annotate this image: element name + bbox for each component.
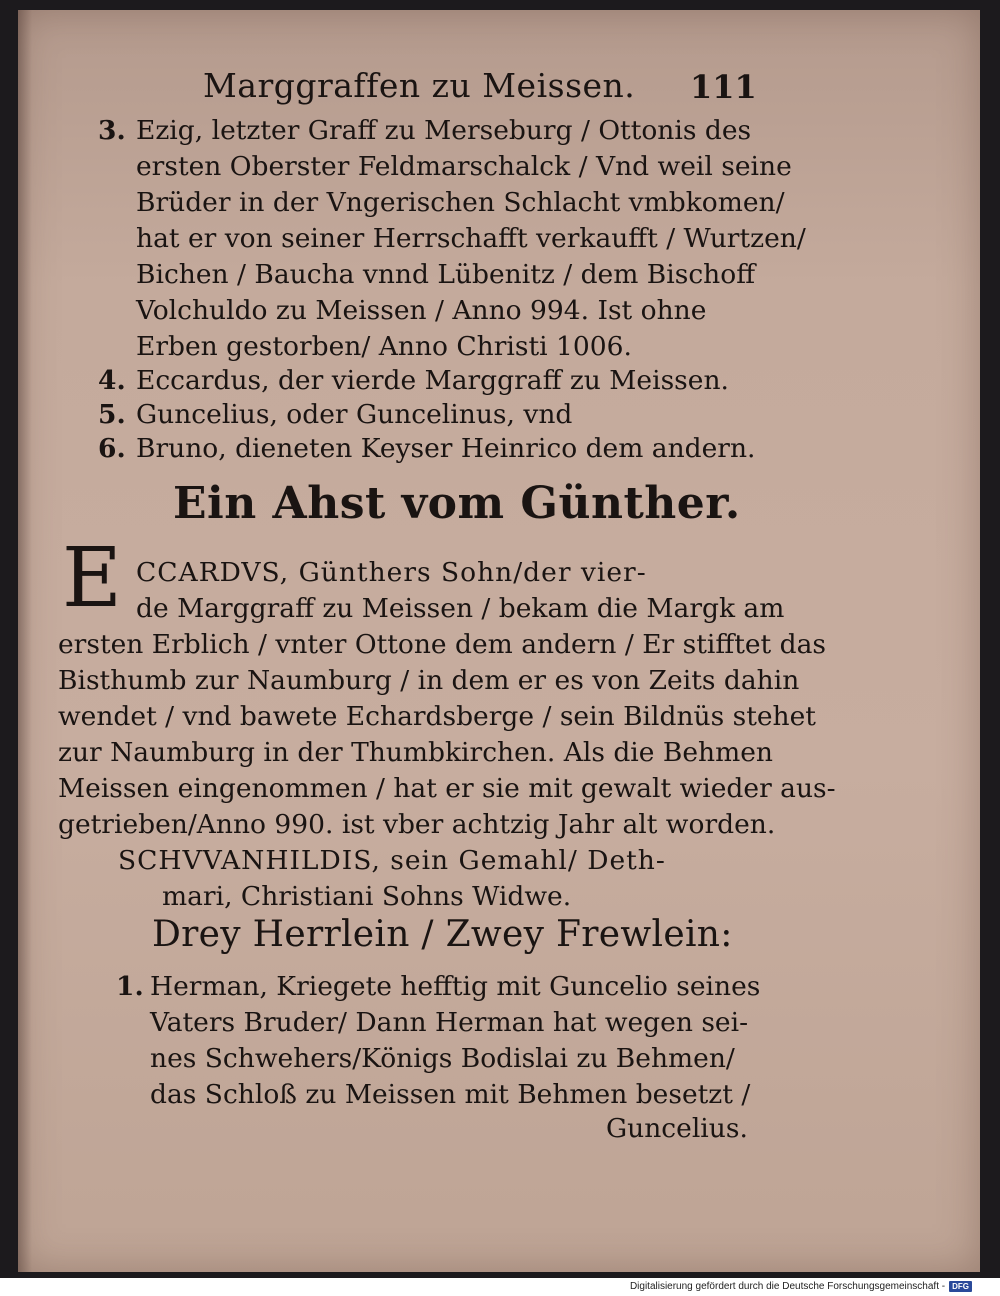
list-item-line: Volchuldo zu Meissen / Anno 994. Ist ohne [136,295,707,326]
list-item-line: nes Schwehers/Königs Bodislai zu Behmen/ [150,1043,735,1074]
footer-text: Digitalisierung gefördert durch die Deutsche Forschungsgemeinschaft - [629,1281,946,1292]
list-item-line: das Schloß zu Meissen mit Behmen besetzt / [150,1079,751,1110]
paragraph-line: Meissen eingenommen / hat er sie mit gewalt wieder aus- [58,773,836,804]
list-item-line: Brüder in der Vngerischen Schlacht vmbkomen/ [136,187,785,218]
drop-cap: E [62,531,122,626]
children-heading: Drey Herrlein / Zwey Frewlein: [152,914,733,955]
list-item-line: Ezig, letzter Graff zu Merseburg / Ottonis des [136,115,752,146]
section-heading: Ein Ahst vom Günther. [173,478,741,529]
book-page [18,10,980,1272]
paragraph-line: de Marggraff zu Meissen / bekam die Margk am [136,593,785,624]
paragraph-line: wendet / vnd bawete Echardsberge / sein Bildnüs stehet [58,701,816,732]
catchword: Guncelius. [606,1113,748,1144]
list-item-number: 1. [116,971,144,1002]
running-head: Marggraffen zu Meissen. [203,66,636,105]
paragraph-line: Bisthumb zur Naumburg / in dem er es von Zeits dahin [58,665,800,696]
dfg-logo: DFG [949,1281,972,1292]
funding-footer [630,1281,972,1292]
paragraph-line: CCARDVS, Günthers Sohn/der vier- [136,557,647,588]
list-item-line: Vaters Bruder/ Dann Herman hat wegen sei- [150,1007,749,1038]
list-item-number: 5. [98,399,126,430]
list-item-line: Herman, Kriegete hefftig mit Guncelio seines [150,971,761,1002]
list-item-number: 4. [98,365,126,396]
list-item-number: 6. [98,433,126,464]
list-item-line: Bruno, dieneten Keyser Heinrico dem andern. [136,433,756,464]
list-item-line: Guncelius, oder Guncelinus, vnd [136,399,573,430]
spouse-line: mari, Christiani Sohns Widwe. [162,881,572,912]
paragraph-line: getrieben/Anno 990. ist vber achtzig Jahr alt worden. [58,809,776,840]
paragraph-line: ersten Erblich / vnter Ottone dem andern / Er stifftet das [58,629,826,660]
page-number: 111 [690,68,757,106]
paragraph-line: zur Naumburg in der Thumbkirchen. Als die Behmen [58,737,773,768]
list-item-line: Bichen / Baucha vnnd Lübenitz / dem Bischoff [136,259,756,290]
spouse-line: SCHVVANHILDIS, sein Gemahl/ Deth- [118,845,666,876]
list-item-line: Eccardus, der vierde Marggraff zu Meissen. [136,365,729,396]
list-item-line: Erben gestorben/ Anno Christi 1006. [136,331,632,362]
list-item-number: 3. [98,115,126,146]
list-item-line: hat er von seiner Herrschafft verkaufft / Wurtzen/ [136,223,806,254]
list-item-line: ersten Oberster Feldmarschalck / Vnd weil seine [136,151,792,182]
